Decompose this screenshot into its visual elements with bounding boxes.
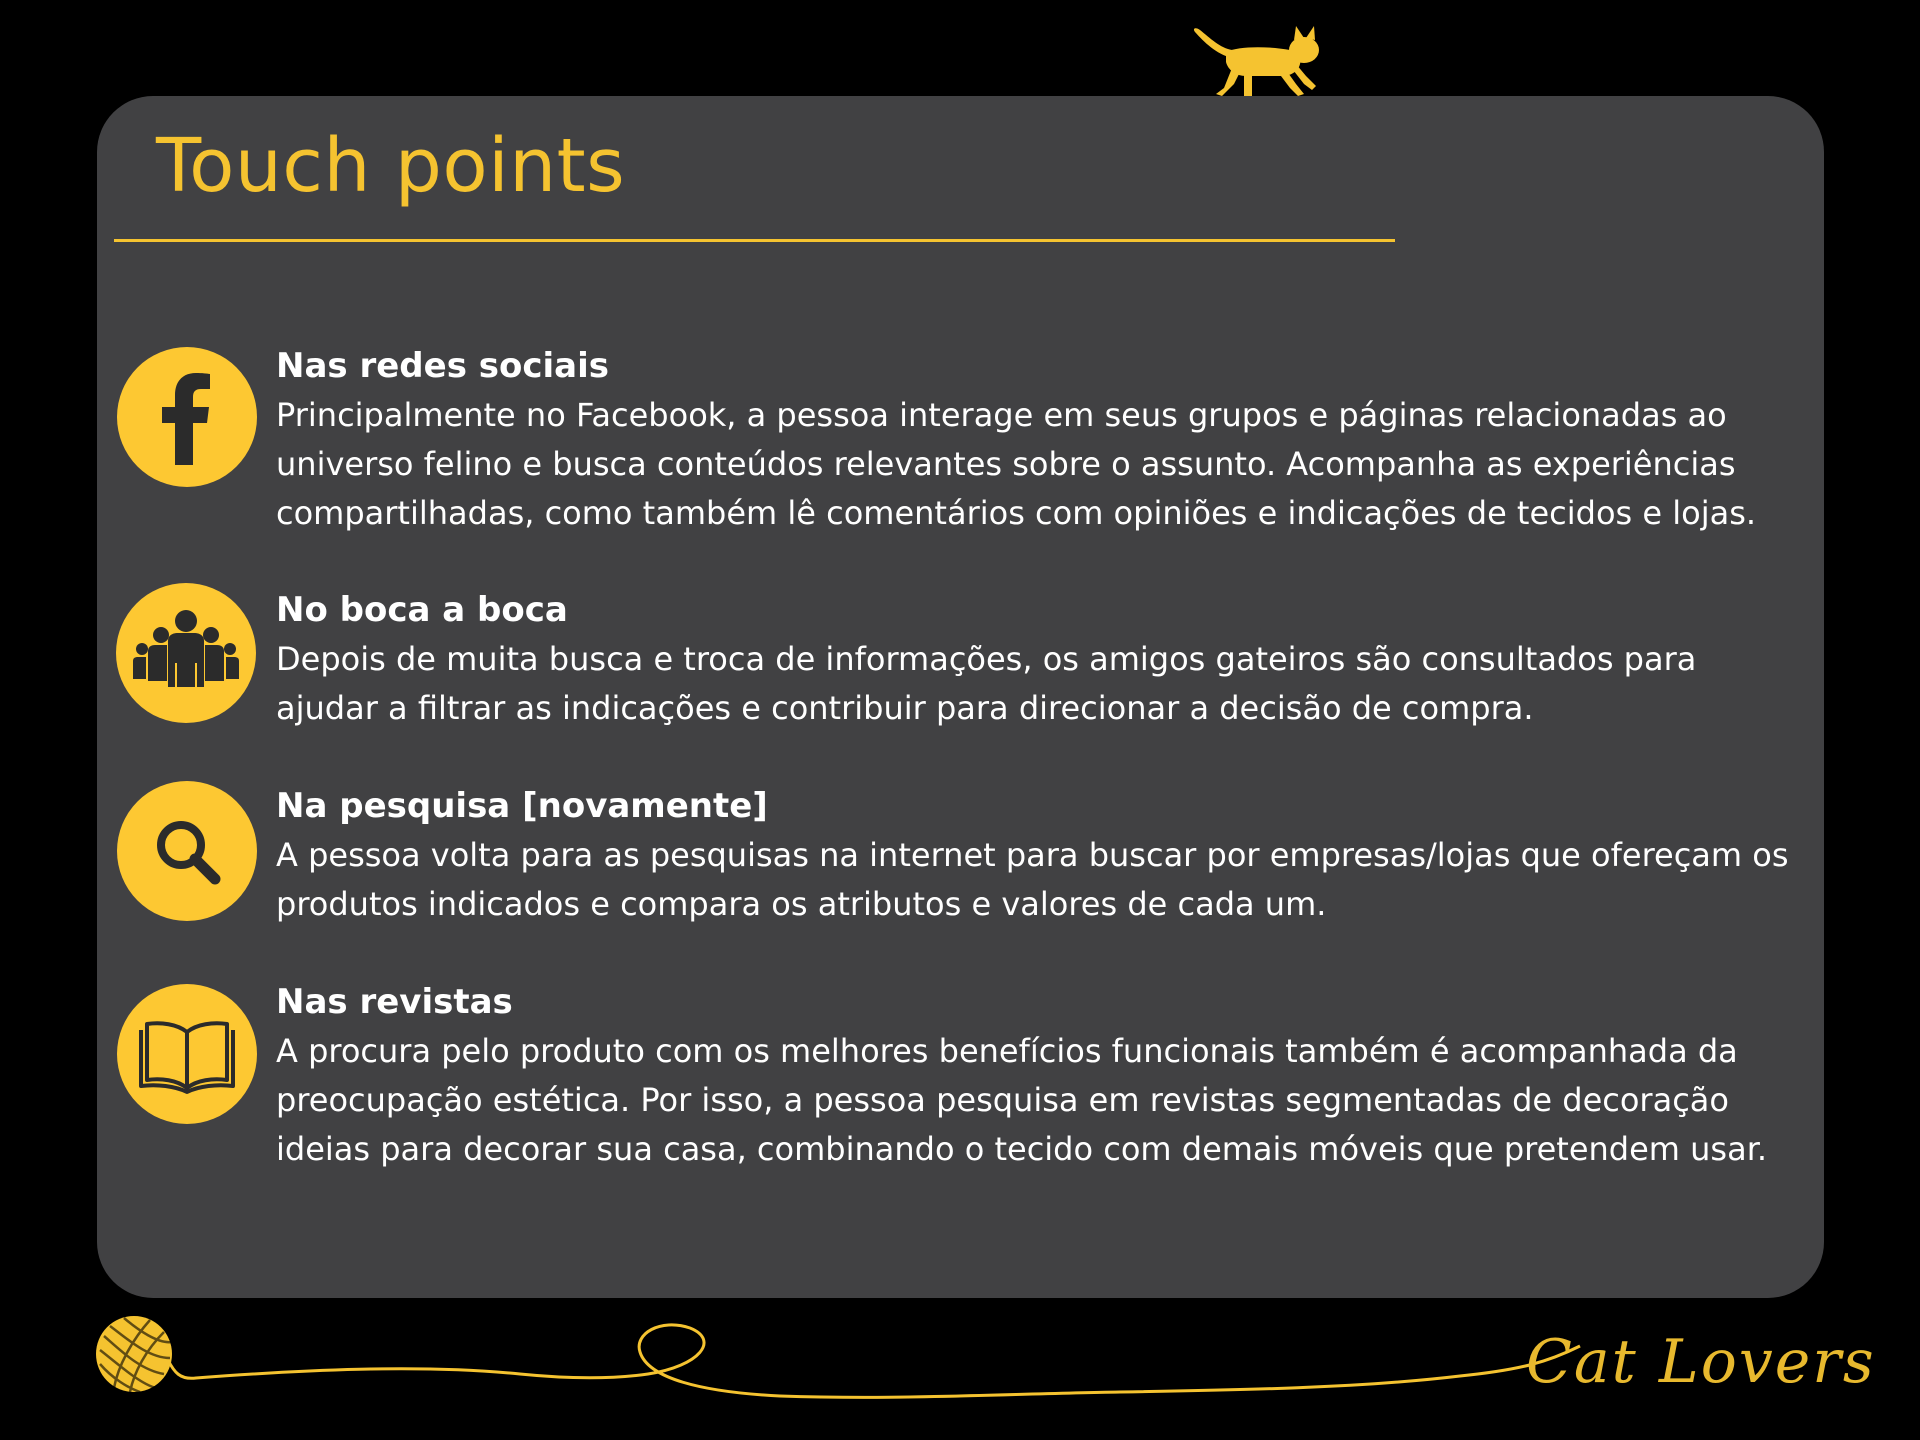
touch-point-heading: Na pesquisa [novamente] (276, 786, 768, 826)
open-book-icon (117, 984, 257, 1124)
touch-point-research (276, 782, 1806, 929)
touch-point-heading: Nas redes sociais (276, 346, 610, 386)
walking-cat-icon (1186, 22, 1328, 98)
facebook-icon (117, 347, 257, 487)
touch-point-line: compartilhadas, como também lê comentários com opiniões e indicações de tecidos e lojas. (276, 494, 1757, 532)
brand-logo: Cat Lovers (1526, 1327, 1876, 1397)
touch-point-line: Depois de muita busca e troca de informações, os amigos gateiros são consultados para (276, 640, 1697, 678)
people-group-icon (116, 583, 256, 723)
title-divider (114, 239, 1395, 242)
touch-point-line: universo felino e busca conteúdos relevantes sobre o assunto. Acompanha as experiências (276, 445, 1736, 483)
touch-point-social (276, 342, 1806, 538)
touch-point-line: Principalmente no Facebook, a pessoa interage em seus grupos e páginas relacionadas ao (276, 396, 1727, 434)
touch-point-word-of-mouth (276, 586, 1806, 733)
touch-point-line: A pessoa volta para as pesquisas na internet para buscar por empresas/lojas que ofereçam os (276, 836, 1789, 874)
yarn-ball-icon (96, 1316, 172, 1392)
touch-point-magazines (276, 978, 1806, 1174)
touch-point-line: preocupação estética. Por isso, a pessoa pesquisa em revistas segmentadas de decoração (276, 1081, 1729, 1119)
search-icon (117, 781, 257, 921)
touch-point-line: produtos indicados e compara os atributos e valores de cada um. (276, 885, 1327, 923)
slide-title: Touch points (156, 123, 626, 209)
touch-point-line: ideias para decorar sua casa, combinando o tecido com demais móveis que pretendem usar. (276, 1130, 1768, 1168)
touch-point-heading: No boca a boca (276, 590, 568, 630)
touch-point-line: ajudar a filtrar as indicações e contribuir para direcionar a decisão de compra. (276, 689, 1534, 727)
touch-point-heading: Nas revistas (276, 982, 513, 1022)
touch-point-line: A procura pelo produto com os melhores benefícios funcionais também é acompanhada da (276, 1032, 1738, 1070)
